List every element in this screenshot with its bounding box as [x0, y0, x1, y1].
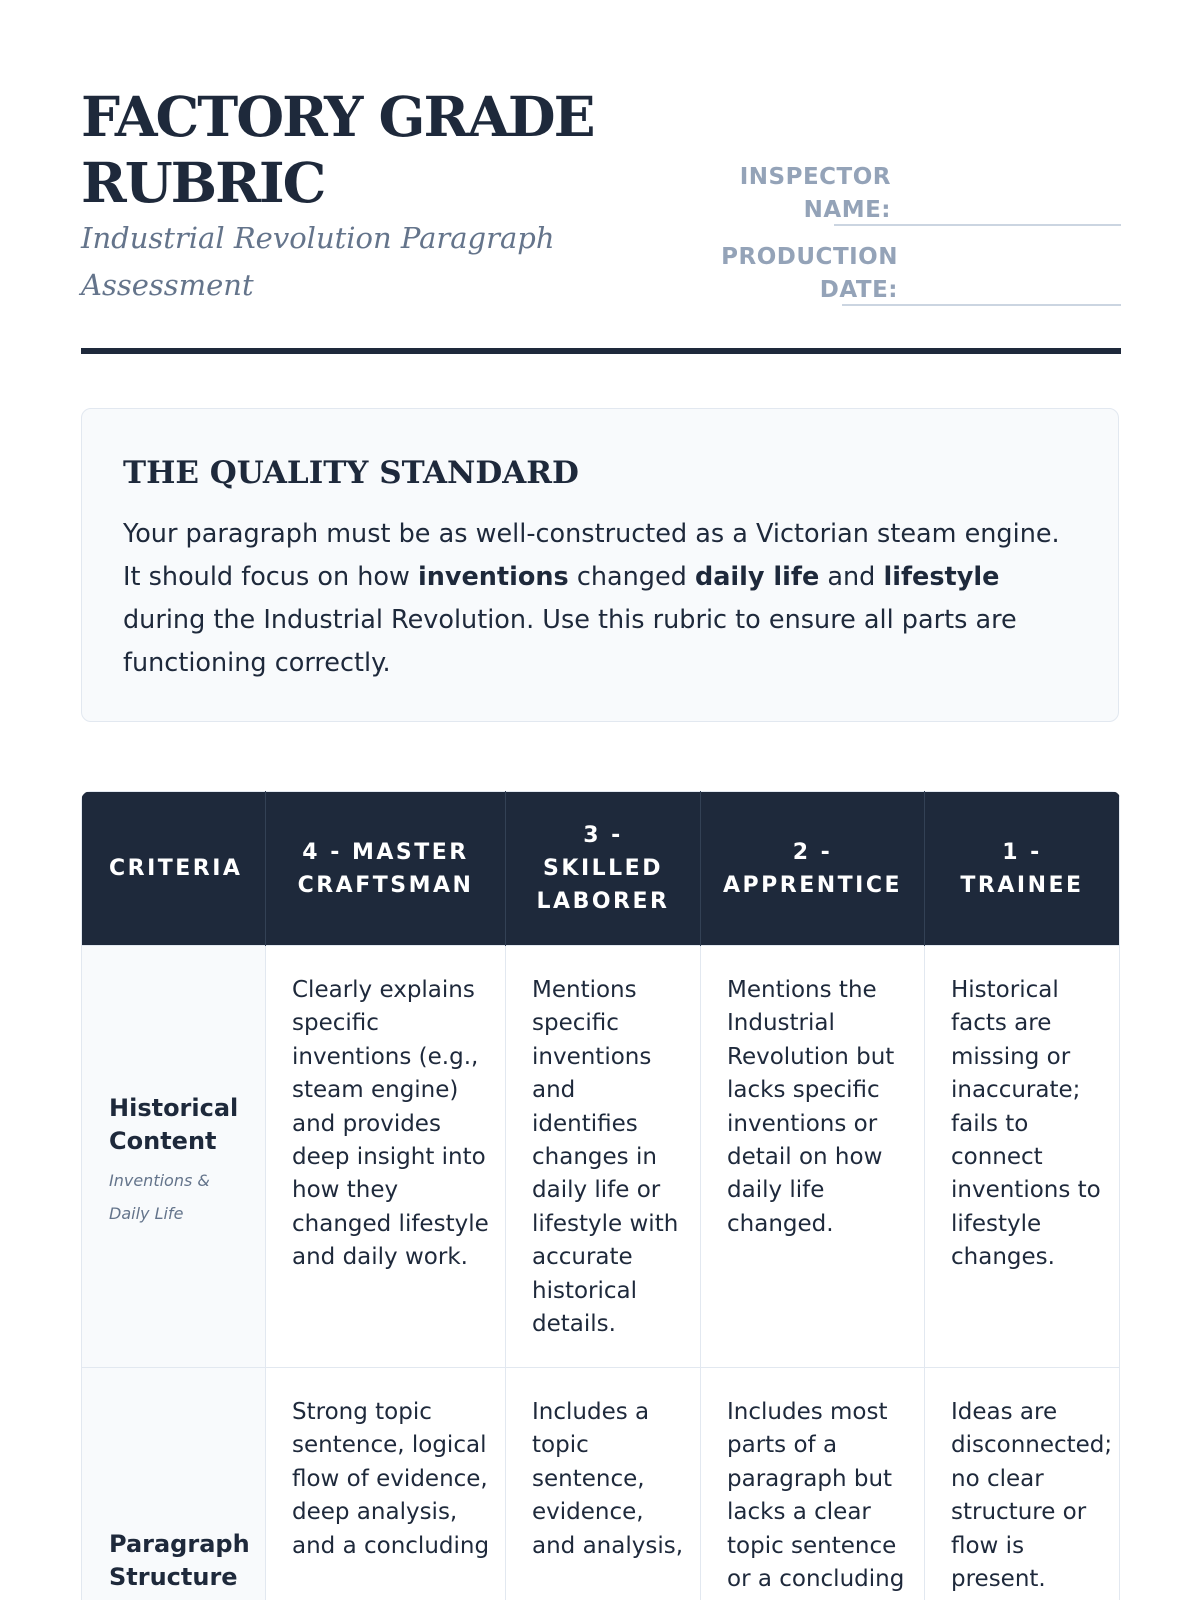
header-criteria: CRITERIA — [82, 792, 266, 946]
header-level-1: 1 - TRAINEE — [925, 792, 1120, 946]
inspector-name-field[interactable] — [834, 224, 1121, 226]
standard-text-part: Your paragraph must be as well-constructed as a Victorian steam engine. It should focus on how — [123, 519, 1060, 592]
level-2-cell: Includes most parts of a paragraph but lacks a clear topic sentence or a concluding — [701, 1368, 925, 1600]
page-header — [81, 0, 1121, 356]
standard-emphasis-lifestyle: lifestyle — [883, 562, 1000, 592]
production-date-label: PRODUCTION DATE: — [721, 244, 898, 303]
standard-emphasis-inventions: inventions — [417, 562, 569, 592]
criteria-cell — [82, 946, 266, 1368]
level-3-cell: Mentions specific inventions and identifies changes in daily life or lifestyle with accurate historical details. — [506, 946, 701, 1368]
level-1-cell: Historical facts are missing or inaccurate; fails to connect inventions to lifestyle changes. — [925, 946, 1120, 1368]
header-level-3: 3 - SKILLED LABORER — [506, 792, 701, 946]
standard-text-part: changed — [568, 562, 695, 592]
header-level-4: 4 - MASTER CRAFTSMAN — [266, 792, 506, 946]
production-date-field[interactable] — [842, 304, 1121, 306]
level-4-cell: Strong topic sentence, logical flow of evidence, deep analysis, and a concluding — [266, 1368, 506, 1600]
quality-standard-title: THE QUALITY STANDARD — [123, 455, 579, 491]
page-title: FACTORY GRADE RUBRIC — [81, 84, 594, 215]
quality-standard-box — [81, 408, 1119, 722]
header-divider — [81, 348, 1121, 354]
standard-text-part: during the Industrial Revolution. Use this rubric to ensure all parts are functioning correctly. — [123, 605, 1017, 678]
standard-emphasis-daily-life: daily life — [694, 562, 820, 592]
criteria-subtitle: Inventions & Daily Life — [109, 1170, 210, 1223]
level-2-cell: Mentions the Industrial Revolution but lacks specific inventions or detail on how daily life changed. — [701, 946, 925, 1368]
criteria-name: Paragraph Structure — [109, 1530, 250, 1591]
criteria-name: Historical Content — [109, 1093, 239, 1155]
rubric-table-container — [81, 791, 1121, 1600]
level-1-cell: Ideas are disconnected; no clear structure or flow is present. — [925, 1368, 1120, 1600]
rubric-page — [81, 0, 1121, 1600]
inspector-name-label: INSPECTOR NAME: — [739, 164, 891, 223]
level-4-cell: Clearly explains specific inventions (e.g., steam engine) and provides deep insight into how they changed lifestyle and daily work. — [266, 946, 506, 1368]
criteria-cell — [82, 1368, 266, 1600]
header-level-2: 2 - APPRENTICE — [701, 792, 925, 946]
table-row — [82, 946, 1120, 1368]
standard-text-part: and — [819, 562, 884, 592]
table-row — [82, 1368, 1120, 1600]
rubric-header-row — [82, 792, 1120, 946]
level-3-cell: Includes a topic sentence, evidence, and analysis, — [506, 1368, 701, 1600]
page-subtitle: Industrial Revolution Paragraph Assessment — [81, 221, 555, 302]
quality-standard-text — [123, 513, 1073, 685]
rubric-table — [81, 791, 1120, 1600]
